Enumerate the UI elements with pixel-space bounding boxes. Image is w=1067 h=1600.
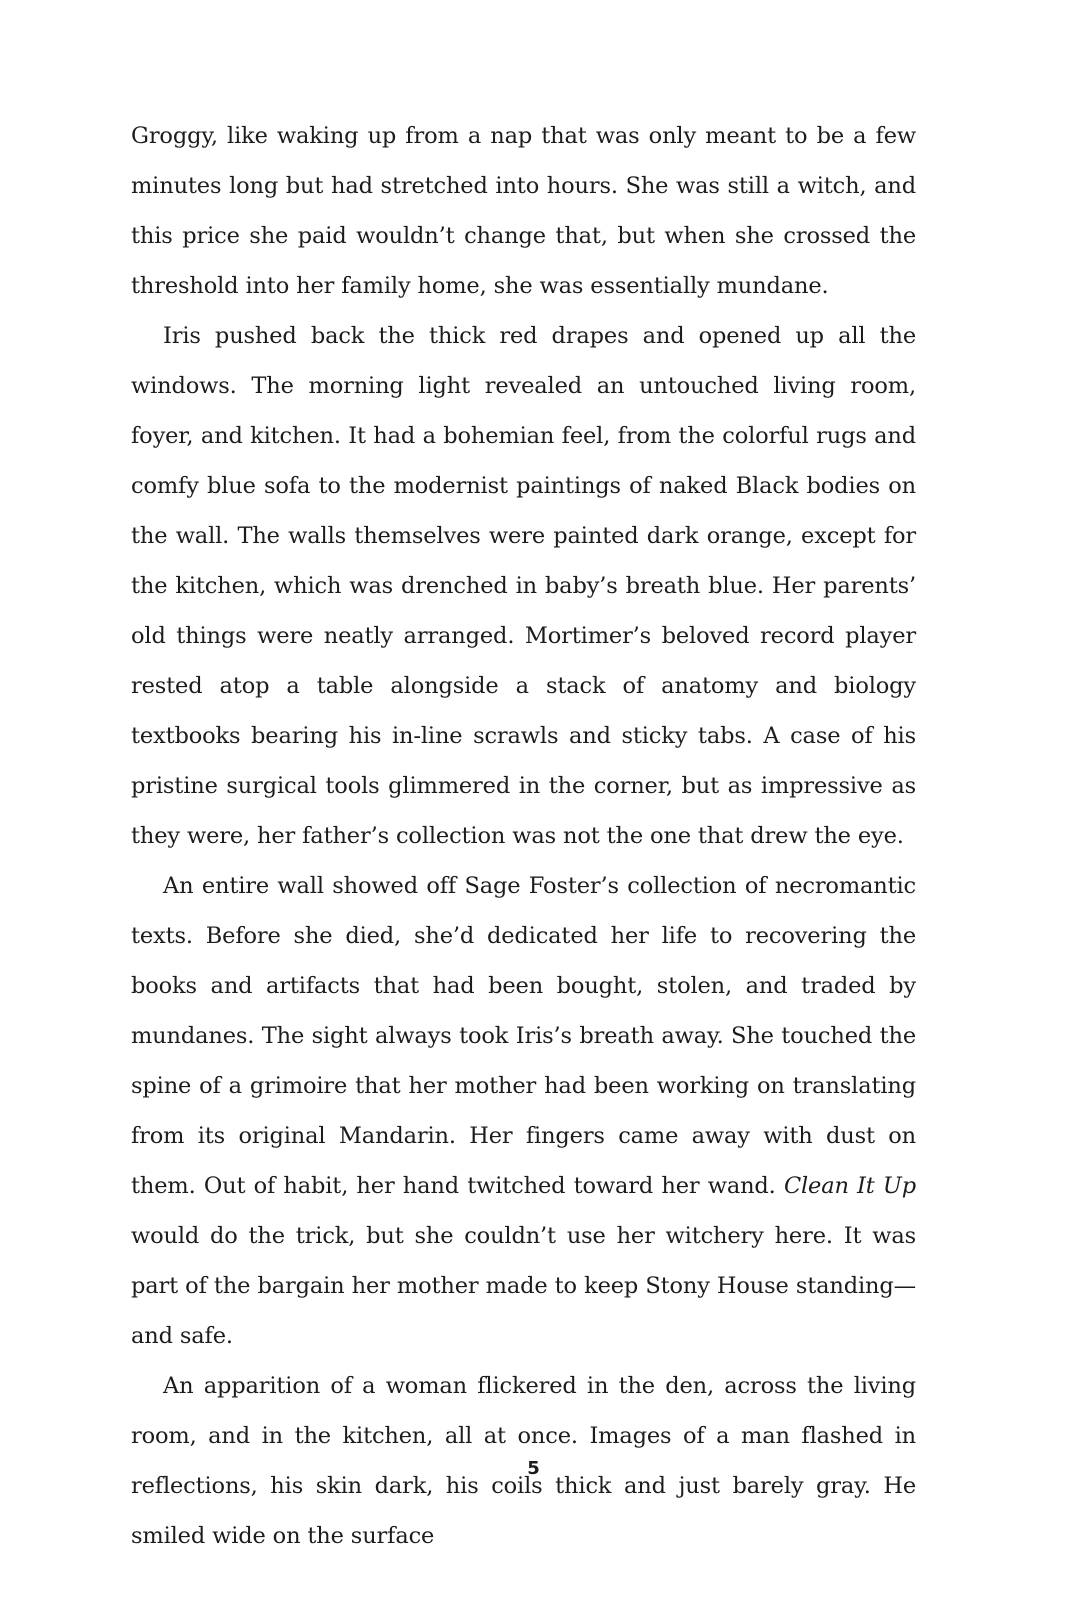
paragraph-2: Iris pushed back the thick red drapes and opened up all the windows. The morning light revealed an untouched living room, foyer, and kitchen. It had a bohemian feel, from the colorful rugs and comfy blue sofa to the modernist paintings of naked Black bodies on the wall. The walls themselves were painted dark orange, except for the kitchen, which was drenched in baby’s breath blue. Her parents’ old things were neatly arranged. Mortimer’s beloved record player rested atop a table alongside a stack of anatomy and biology textbooks bearing his in-line scrawls and sticky tabs. A case of his pristine surgical tools glimmered in the corner, but as impressive as they were, her father’s collection was not the one that drew the eye.	[131, 323, 916, 849]
paragraph-3-text: An entire wall showed off Sage Foster’s collection of necromantic texts. Before she died, she’d dedicated her life to recovering the books and artifacts that had been bought, stolen, and traded by mundanes. The sight always took Iris’s breath away. She touched the spine of a grimoire that her mother had been working on translating from its original Mandarin. Her fingers came away with dust on them. Out of habit, her hand twitched toward her wand.	[131, 873, 916, 1199]
paragraph-3-continuation: would do the trick, but she couldn’t use her witchery here. It was part of the bargain her mother made to keep Stony House standing—and safe.	[131, 1223, 916, 1349]
page-number: 5	[527, 1458, 540, 1479]
paragraph-3	[131, 861, 916, 1361]
body-text	[131, 111, 916, 1561]
paragraph-4: An apparition of a woman flickered in the den, across the living room, and in the kitchen, all at once. Images of a man flashed in reflections, his skin dark, his coils thick and just barely gray. He smiled wide on the surface	[131, 1373, 916, 1549]
spell-name: Clean It Up	[783, 1173, 916, 1199]
paragraph-1: Groggy, like waking up from a nap that was only meant to be a few minutes long but had stretched into hours. She was still a witch, and this price she paid wouldn’t change that, but when she crossed the threshold into her family home, she was essentially mundane.	[131, 123, 916, 299]
